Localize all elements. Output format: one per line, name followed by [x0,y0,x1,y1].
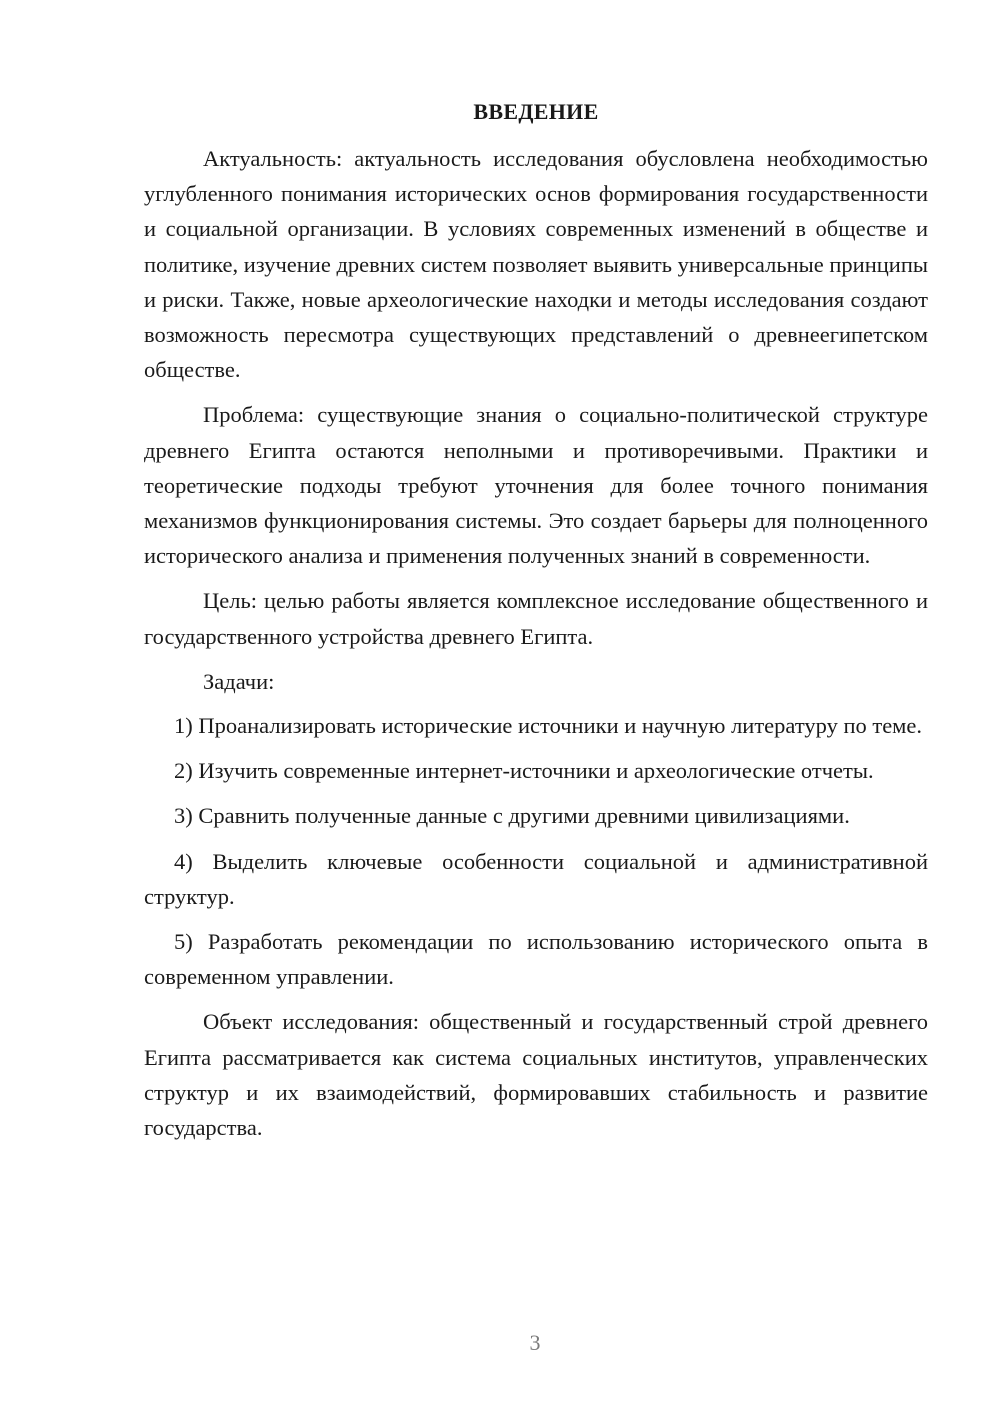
goal-paragraph: Цель: целью работы является комплексное исследование общественного и государственного устройства древнего Египта. [144,588,928,649]
task-item: 5) Разработать рекомендации по использованию исторического опыта в современном управлении. [144,929,928,990]
tasks-label: Задачи: [203,668,275,694]
object-paragraph: Объект исследования: общественный и государственный строй древнего Египта рассматривается как система социальных институтов, управленческих структур и их взаимодействий, формировавших стабильность и развитие государства. [144,1009,928,1141]
page-content [144,94,928,1155]
section-heading: ВВЕДЕНИЕ [473,99,599,124]
task-item: 1) Проанализировать исторические источники и научную литературу по теме. [174,713,923,739]
page-number: 3 [529,1330,541,1355]
task-item: 3) Сравнить полученные данные с другими древними цивилизациями. [174,803,850,829]
task-item: 4) Выделить ключевые особенности социальной и административной структур. [144,848,928,909]
task-item: 2) Изучить современные интернет-источники и археологические отчеты. [174,758,874,784]
problem-paragraph: Проблема: существующие знания о социально-политической структуре древнего Египта остаются неполными и противоречивыми. Практики и теоретические подходы требуют уточнения для более точного понимания механизмов функционирования системы. Это создает барьеры для полноценного исторического анализа и применения полученных знаний в современности. [144,402,928,569]
relevance-paragraph: Актуальность: актуальность исследования обусловлена необходимостью углубленного понимания исторических основ формирования государственности и социальной организации. В условиях современных изменений в обществе и политике, изучение древних систем позволяет выявить универсальные принципы и риски. Также, новые археологические находки и методы исследования создают возможность пересмотра существующих представлений о древнеегипетском обществе. [144,146,928,383]
